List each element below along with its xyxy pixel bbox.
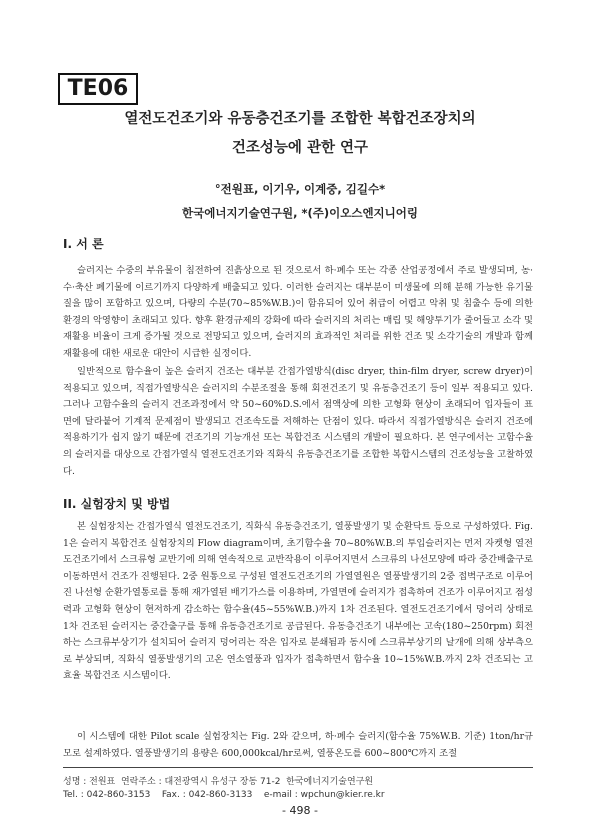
affiliation: 한국에너지기술연구원, *(주)이오스엔지니어링: [182, 206, 418, 220]
authors: °전원표, 이기우, 이계중, 김길수*: [214, 182, 386, 196]
footnote-contact-address: 성명 : 전원표 연락주소 : 대전광역시 유성구 장동 71-2 한국에너지기술연구원: [63, 777, 374, 787]
footnote-divider: [63, 767, 533, 768]
session-code-box: TE06: [58, 73, 138, 105]
page-number: - 498 -: [282, 804, 318, 817]
body-paragraph: 슬러지는 수중의 부유물이 침전하여 진흙상으로 된 것으로서 하·폐수 또는 각종 산업공정에서 주로 발생되며, 농·수·축산 폐기물에 이르기까지 다양하게 배출되고 있다. 이러한 슬러지는 대부분이 미생물에 의해 분해 가능한 유기물질을 많이 포함하고 있으며, 다량의 수분(70~85%W.B.)이 함유되어 있어 취급이 어렵고 악취 및 침출수 등에 의한 환경의 악영향이 초래되고 있다. 향후 환경규제의 강화에 따라 슬러지의 처리는 매립 및 해양투기가 줄어들고 소각 및 재활용 비율이 크게 증가될 것으로 전망되고 있으며, 슬러지의 효과적인 처리를 위한 건조 및 소각기술의 개발과 함께 재활용에 대한 새로운 대안이 시급한 실정이다.: [63, 265, 533, 359]
title-line-2: 건조성능에 관한 연구: [231, 140, 369, 156]
body-paragraph: 일반적으로 함수율이 높은 슬러지 건조는 대부분 간접가열방식(disc dryer, thin-film dryer, screw dryer)이 적용되고 있으며, 직접가열방식은 슬러지의 수분조절을 통해 회전건조기 및 유동층건조기 등이 일부 적용되고 있다. 그러나 고함수율의 슬러지 건조과정에서 약 50~60%D.S.에서 점액상에 의한 고형화 현상이 초래되어 입자들이 표면에 달라붙어 기계적 문제점이 발생되고 건조속도를 저해하는 단점이 있다. 따라서 직접가열방식은 슬러지 건조에 적용하기가 쉽지 않기 때문에 건조기의 기능개선 또는 복합건조 시스템의 개발이 필요하다. 본 연구에서는 고함수율의 슬러지를 대상으로 간접가열식 열전도건조기와 직화식 유동층건조기를 조합한 복합시스템의 건조성능을 고찰하였다.: [63, 366, 533, 477]
body-paragraph: 본 실험장치는 간접가열식 열전도건조기, 직화식 유동층건조기, 열풍발생기 및 순환닥트 등으로 구성하였다. Fig. 1은 슬러지 복합건조 실험장치의 Flow diagram이며, 초기함수율 70~80%W.B.의 투입슬러지는 먼저 자켓형 열전도건조기에서 스크류형 교반기에 의해 연속적으로 교반작용이 이루어지면서 스크류의 나선모양에 따라 중간배출구로 이동하면서 건조가 진행된다. 2중 원통으로 구성된 열전도건조기의 가열열원은 열풍발생기의 2중 접벽구조로 이루어진 나선형 순환가열통로를 통해 재가열된 배기가스를 이용하며, 가열면에 슬러지가 접촉하여 건조가 이루어지고 점성력과 고형화 현상이 현저하게 감소하는 함수율(45~55%W.B.)까지 1차 건조된다. 열전도건조기에서 덩어리 상태로 1차 건조된 슬러지는 중간출구를 통해 유동층건조기로 공급된다. 유동층건조기 내부에는 고속(180~250rpm) 회전하는 스크류부상기가 설치되어 슬러지 덩어리는 작은 입자로 분쇄됨과 동시에 스크류부상기의 날개에 의해 상부측으로 부상되며, 직화식 열풍발생기의 고온 연소열풍과 입자가 접촉하면서 함수율 10~15%W.B.까지 2차 건조되는 고효율 복합건조 시스템이다.: [63, 521, 533, 682]
footnote-contact-phone: Tel. : 042-860-3153 Fax. : 042-860-3133 e-mail : wpchun@kier.re.kr: [63, 790, 385, 800]
section-heading-introduction: I. 서 론: [63, 237, 104, 251]
body-paragraph: 이 시스템에 대한 Pilot scale 실험장치는 Fig. 2와 같으며, 하·폐수 슬러지(함수율 75%W.B. 기준) 1ton/hr규모로 설계하였다. 열풍발생기의 용량은 600,000kcal/hr로써, 열풍온도를 600~800℃까지 조절: [63, 731, 533, 759]
title-line-1: 열전도건조기와 유동층건조기를 조합한 복합건조장치의: [124, 111, 476, 127]
section-heading-methods: II. 실험장치 및 방법: [63, 497, 171, 511]
